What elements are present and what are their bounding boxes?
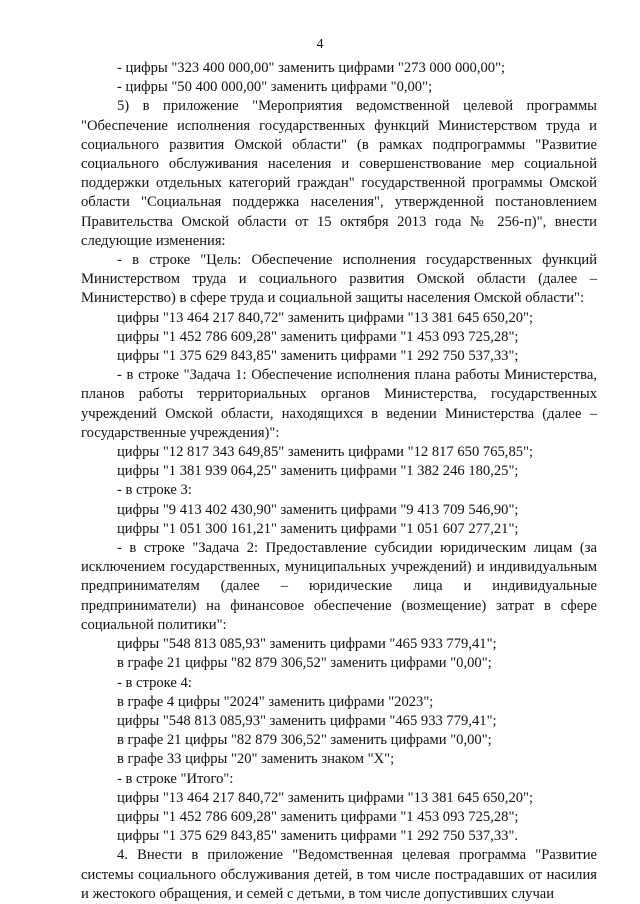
paragraph-task-1-amend-2: цифры "1 381 939 064,25" заменить цифрами "1 382 246 180,25"; <box>117 463 519 480</box>
paragraph-amend-1: - цифры "323 400 000,00" заменить цифрами "273 000 000,00"; <box>117 60 506 76</box>
paragraph-goal-amend-1: цифры "13 464 217 840,72" заменить цифрами "13 381 645 650,20"; <box>117 309 534 326</box>
paragraph-row-3-amend-2: цифры "1 051 300 161,21" заменить цифрами "1 051 607 277,21"; <box>117 520 519 537</box>
paragraph-task-2-row: - в строке "Задача 2: Предоставление субсидии юридическим лицам (за исключением государственных, муниципальных учреждений) и индивидуальным предпринимателям (далее – юридические лица и индивидуальные предприниматели) на финансовое обеспечение (возмещение) затрат в сфере социальной политики": <box>81 540 597 633</box>
paragraph-total-row: - в строке "Итого": <box>117 770 234 787</box>
paragraph-goal-row: - в строке "Цель: Обеспечение исполнения государственных функций Министерством труда и социального развития Омской области (далее – Министерство) в сфере труда и социальной защиты населения Омской области": <box>81 252 597 307</box>
page-number: 4 <box>316 37 324 52</box>
paragraph-row-3-amend-1: цифры "9 413 402 430,90" заменить цифрами "9 413 709 546,90"; <box>117 501 519 518</box>
paragraph-total-amend-1: цифры "13 464 217 840,72" заменить цифрами "13 381 645 650,20"; <box>117 789 534 806</box>
paragraph-row-4-amend-1: в графе 4 цифры "2024" заменить цифрами "2023"; <box>117 693 434 710</box>
paragraph-amend-2: - цифры "50 400 000,00" заменить цифрами "0,00"; <box>117 79 433 96</box>
paragraph-task-2-amend-2: в графе 21 цифры "82 879 306,52" заменить цифрами "0,00"; <box>117 655 492 672</box>
paragraph-row-4-amend-2: цифры "548 813 085,93" заменить цифрами "465 933 779,41"; <box>117 712 497 729</box>
paragraph-item-4: 4. Внести в приложение "Ведомственная целевая программа "Развитие системы социального обслуживания детей, в том числе пострадавших от насилия и жестокого обращения, и семей с детьми, в том числе допустивших случаи <box>81 847 597 902</box>
paragraph-item-5: 5) в приложение "Мероприятия ведомственной целевой программы "Обеспечение исполнения государственных функций Министерством труда и социального развития Омской области" (в рамках подпрограммы "Развитие социального обслуживания населения и совершенствование мер социальной поддержки отдельных категорий граждан" государственной программы Омской области "Социальная поддержка населения", утвержденной постановлением Правительства Омской области от 15 октября 2013 года № 256-п)", внести следующие изменения: <box>81 98 597 249</box>
paragraph-task-2-amend-1: цифры "548 813 085,93" заменить цифрами "465 933 779,41"; <box>117 636 497 653</box>
paragraph-row-4-amend-4: в графе 33 цифры "20" заменить знаком "Х"; <box>117 751 395 768</box>
paragraph-task-1-amend-1: цифры "12 817 343 649,85" заменить цифрами "12 817 650 765,85"; <box>117 444 534 461</box>
paragraph-row-4: - в строке 4: <box>117 674 192 691</box>
paragraph-total-amend-3: цифры "1 375 629 843,85" заменить цифрами "1 292 750 537,33". <box>117 828 519 845</box>
paragraph-total-amend-2: цифры "1 452 786 609,28" заменить цифрами "1 453 093 725,28"; <box>117 808 519 825</box>
paragraph-goal-amend-2: цифры "1 452 786 609,28" заменить цифрами "1 453 093 725,28"; <box>117 328 519 345</box>
paragraph-row-4-amend-3: в графе 21 цифры "82 879 306,52" заменить цифрами "0,00"; <box>117 732 492 749</box>
paragraph-goal-amend-3: цифры "1 375 629 843,85" заменить цифрами "1 292 750 537,33"; <box>117 348 519 365</box>
paragraph-task-1-row: - в строке "Задача 1: Обеспечение исполнения плана работы Министерства, планов работы территориальных органов Министерства, государственных учреждений Омской области, находящихся в ведении Министерства (далее – государственные учреждения)": <box>81 367 597 441</box>
document-body <box>81 59 597 904</box>
paragraph-row-3: - в строке 3: <box>117 482 192 499</box>
